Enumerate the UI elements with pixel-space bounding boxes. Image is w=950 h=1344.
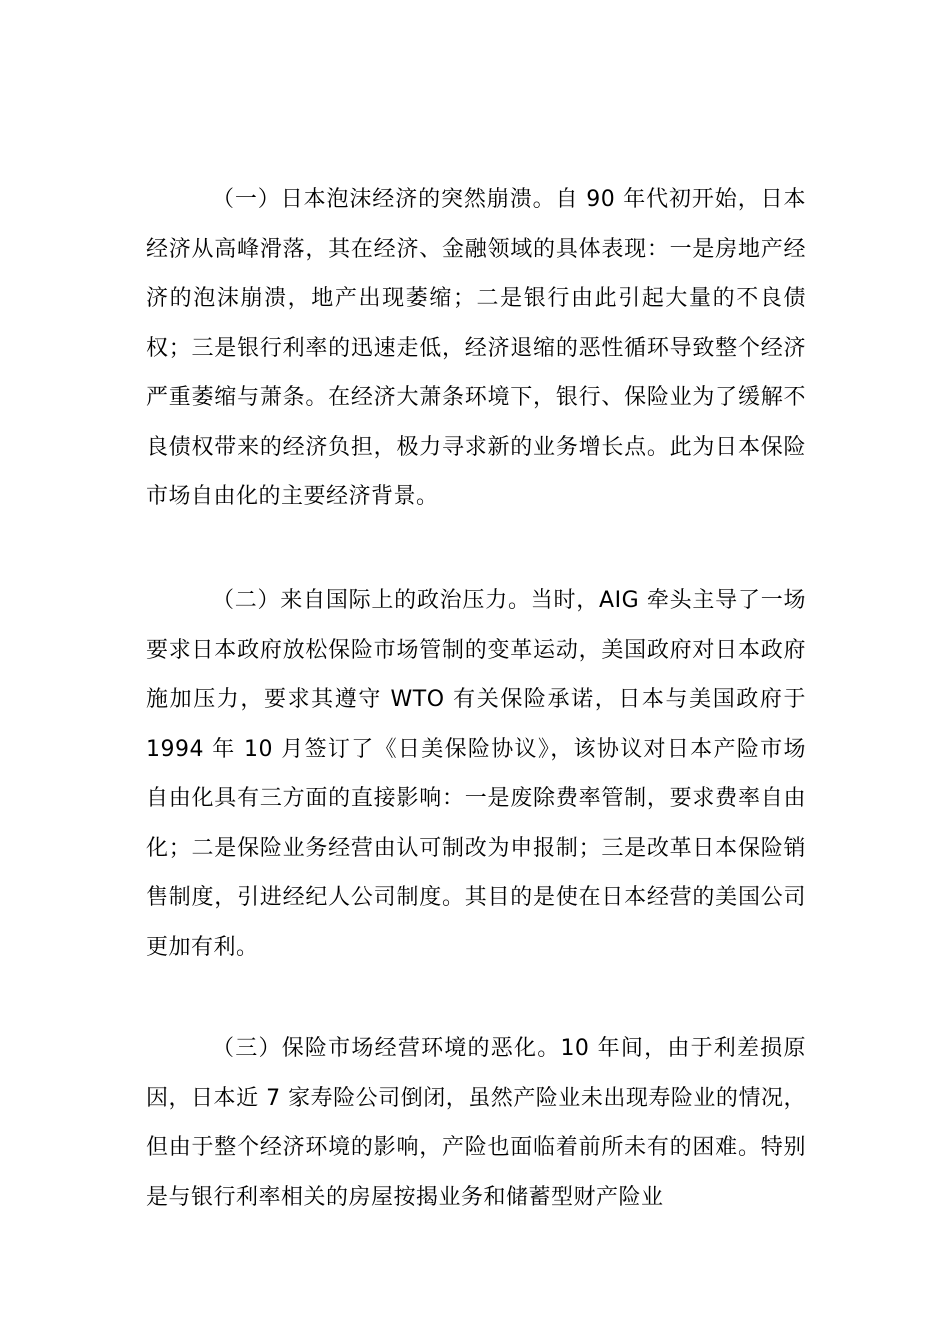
paragraph-political-pressure: （二）来自国际上的政治压力。当时，AIG 牵头主导了一场要求日本政府放松保险市场管制的变革运动，美国政府对日本政府施加压力，要求其遵守 WTO 有关保险承诺，日本与美国政府于 1994 年 10 月签订了《日美保险协议》，该协议对日本产险市场自由化具有三方面的直接影响：一是废除费率管制，要求费率自由化；二是保险业务经营由认可制改为申报制；三是改革日本保险销售制度，引进经纪人公司制度。其目的是使在日本经营的美国公司更加有利。 — [146, 588, 806, 960]
paragraph-market-deterioration: （三）保险市场经营环境的恶化。10 年间，由于利差损原因，日本近 7 家寿险公司倒闭，虽然产险业未出现寿险业的情况，但由于整个经济环境的影响，产险也面临着前所未有的困难。特别是与银行利率相关的房屋按揭业务和储蓄型财产险业 — [146, 1036, 806, 1210]
paragraph-economic-bubble: （一）日本泡沫经济的突然崩溃。自 90 年代初开始，日本经济从高峰滑落，其在经济、金融领域的具体表现：一是房地产经济的泡沫崩溃，地产出现萎缩；二是银行由此引起大量的不良债权；三是银行利率的迅速走低，经济退缩的恶性循环导致整个经济严重萎缩与萧条。在经济大萧条环境下，银行、保险业为了缓解不良债权带来的经济负担，极力寻求新的业务增长点。此为日本保险市场自由化的主要经济背景。 — [146, 187, 806, 509]
